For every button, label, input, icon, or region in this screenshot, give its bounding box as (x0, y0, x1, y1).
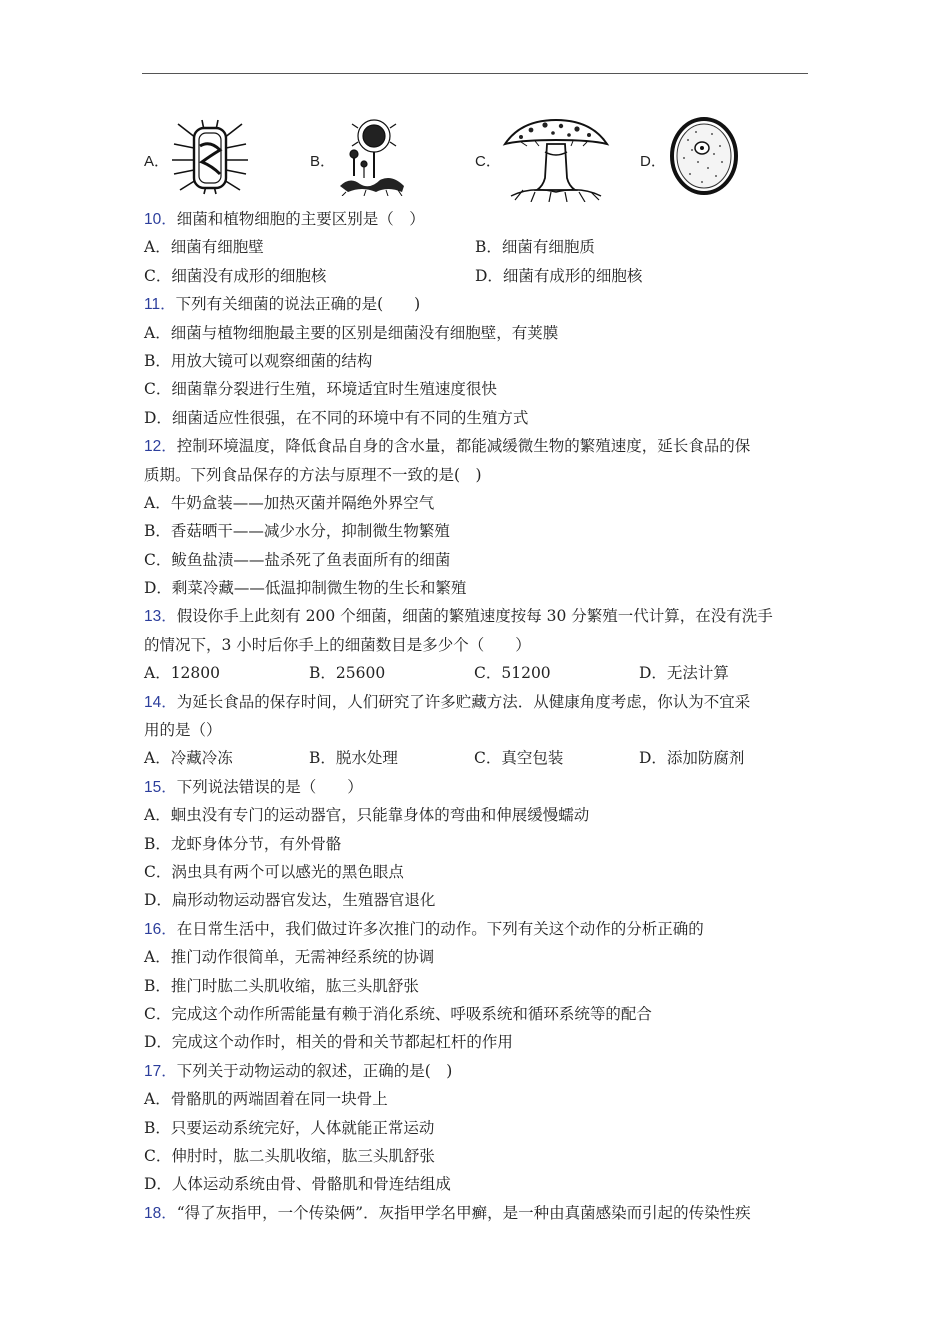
option-b: B．用放大镜可以观察细菌的结构 (144, 351, 373, 370)
option-d: D．人体运动系统由骨、骨骼肌和骨连结组成 (144, 1175, 451, 1194)
question-list (144, 205, 810, 1227)
option-row (144, 659, 810, 687)
question-number: 10． (144, 211, 177, 228)
question-stem-text: 下列说法错误的是（ ） (176, 777, 363, 796)
question-number: 18． (144, 1204, 177, 1222)
question-stem-line (144, 716, 810, 744)
question-18 (144, 1199, 810, 1227)
question-number: 11． (144, 296, 176, 314)
option-b: B．脱水处理 (309, 749, 398, 768)
mold-figure (336, 116, 408, 196)
question-stem-text: 质期。下列食品保存的方法与原理不一致的是( ) (144, 465, 482, 484)
question-10 (144, 205, 810, 290)
figure-label-b: B． (310, 153, 336, 170)
question-stem-line (144, 1057, 810, 1085)
question-stem-line (144, 915, 810, 943)
question-14 (144, 688, 810, 773)
option-row (144, 262, 810, 290)
question-number: 14． (144, 693, 177, 711)
figure-label-d: D． (640, 153, 666, 170)
option-a: A．牛奶盒装——加热灭菌并隔绝外界空气 (144, 493, 435, 512)
option-d: D．无法计算 (639, 664, 729, 683)
option-row (144, 233, 810, 261)
question-stem-text: 细菌和植物细胞的主要区别是（ ） (176, 210, 425, 228)
option-a: A．12800 (144, 664, 221, 683)
option-d: D．完成这个动作时，相关的骨和关节都起杠杆的作用 (144, 1033, 513, 1052)
question-number: 12． (144, 438, 177, 456)
option-a: A．冷藏冷冻 (144, 749, 233, 768)
question-stem-line (144, 688, 810, 716)
question-stem-line (144, 1199, 810, 1227)
option-a: A．推门动作很简单，无需神经系统的协调 (144, 948, 435, 967)
header-rule (142, 73, 808, 74)
option-a: A．骨骼肌的两端固着在同一块骨上 (144, 1090, 388, 1109)
option-c: C．伸肘时，肱二头肌收缩，肱三头肌舒张 (144, 1146, 435, 1165)
option-row (144, 744, 810, 772)
question-stem-text: “得了灰指甲，一个传染俩”．灰指甲学名甲癣，是一种由真菌感染而引起的传染性疾 (176, 1203, 751, 1222)
question-stem-line (144, 432, 810, 460)
question-13 (144, 602, 810, 687)
question-stem-line (144, 205, 810, 233)
question-stem-line (144, 290, 810, 318)
option-b: B．只要运动系统完好，人体就能正常运动 (144, 1118, 435, 1137)
option-b: B．细菌有细胞质 (475, 238, 595, 257)
question-stem-text: 的情况下，3 小时后你手上的细菌数目是多少个（ ） (144, 635, 531, 654)
option-d: D．添加防腐剂 (639, 749, 745, 768)
option-b: B．推门时肱二头肌收缩，肱三头肌舒张 (144, 976, 419, 995)
question-stem-text: 下列有关细菌的说法正确的是( ) (175, 295, 421, 314)
question-15 (144, 773, 810, 915)
question-stem-line (144, 773, 810, 801)
option-c: C．涡虫具有两个可以感光的黑色眼点 (144, 862, 404, 881)
mushroom-figure (501, 116, 611, 202)
question-stem-line (144, 461, 810, 489)
option-b: B．25600 (309, 664, 386, 683)
option-d: D．细菌有成形的细胞核 (475, 266, 643, 285)
question-stem-line (144, 602, 810, 630)
option-d: D．扁形动物运动器官发达，生殖器官退化 (144, 891, 436, 910)
option-c: C．细菌没有成形的细胞核 (144, 266, 327, 285)
question-number: 13． (144, 608, 177, 626)
question-stem-text: 控制环境温度，降低食品自身的含水量，都能减缓微生物的繁殖速度，延长食品的保 (176, 437, 751, 456)
question-stem-line (144, 631, 810, 659)
figure-label-c: C． (475, 153, 501, 170)
question-stem-text: 下列关于动物运动的叙述，正确的是( ) (176, 1061, 453, 1080)
question-stem-text: 在日常生活中，我们做过许多次推门的动作。下列有关这个动作的分析正确的 (176, 919, 704, 938)
question-12 (144, 432, 810, 602)
question-number: 16． (144, 920, 177, 938)
option-d: D．细菌适应性很强，在不同的环境中有不同的生殖方式 (144, 408, 529, 427)
question-16 (144, 915, 810, 1057)
option-c: C．细菌靠分裂进行生殖，环境适宜时生殖速度很快 (144, 380, 497, 399)
option-a: A．蛔虫没有专门的运动器官，只能靠身体的弯曲和伸展缓慢蠕动 (144, 806, 590, 825)
question-stem-text: 假设你手上此刻有 200 个细菌，细菌的繁殖速度按每 30 分繁殖一代计算，在没有洗手 (176, 607, 773, 626)
question-11 (144, 290, 810, 432)
figure-options-row (144, 116, 810, 202)
option-c: C．真空包装 (474, 749, 564, 768)
option-b: B．香菇晒干——减少水分，抑制微生物繁殖 (144, 522, 450, 541)
bacterium-figure (170, 116, 250, 198)
option-c: C．完成这个动作所需能量有赖于消化系统、呼吸系统和循环系统等的配合 (144, 1004, 652, 1023)
question-stem-text: 用的是（） (144, 721, 222, 740)
question-17 (144, 1057, 810, 1199)
figure-label-a: A． (144, 153, 170, 170)
question-number: 17． (144, 1062, 177, 1080)
question-stem-text: 为延长食品的保存时间，人们研究了许多贮藏方法．从健康角度考虑，你认为不宜采 (176, 692, 751, 711)
option-a: A．细菌与植物细胞最主要的区别是细菌没有细胞壁，有荚膜 (144, 323, 559, 342)
option-b: B．龙虾身体分节，有外骨骼 (144, 834, 342, 853)
option-d: D．剩菜冷藏——低温抑制微生物的生长和繁殖 (144, 579, 467, 598)
option-c: C．51200 (474, 664, 551, 683)
question-number: 15． (144, 778, 177, 796)
option-c: C．鲅鱼盐渍——盐杀死了鱼表面所有的细菌 (144, 550, 451, 569)
cell-figure (668, 116, 740, 196)
option-a: A．细菌有细胞壁 (144, 238, 264, 257)
